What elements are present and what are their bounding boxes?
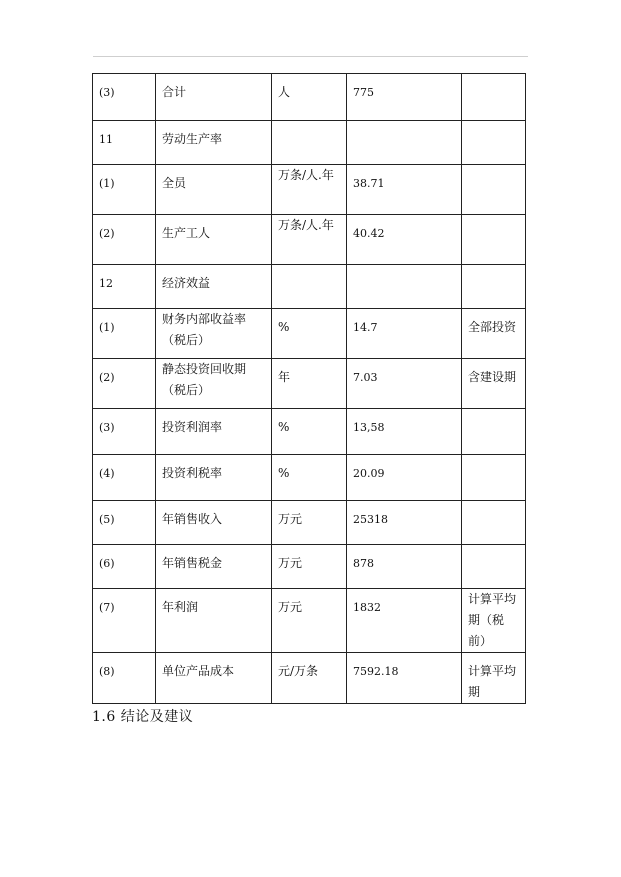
row-number: (7)	[93, 589, 156, 653]
row-number: (5)	[93, 501, 156, 545]
value-cell: 7.03	[347, 359, 462, 409]
item-name: 全员	[156, 165, 272, 215]
table-row	[93, 653, 526, 704]
unit-cell: 元/万条	[272, 653, 347, 704]
unit-cell: 万条/人.年	[272, 215, 347, 265]
table-row	[93, 501, 526, 545]
table-row	[93, 74, 526, 121]
value-cell: 14.7	[347, 309, 462, 359]
value-cell: 40.42	[347, 215, 462, 265]
item-name: 静态投资回收期（税后）	[156, 359, 272, 409]
unit-cell: %	[272, 455, 347, 501]
table-row	[93, 409, 526, 455]
row-number: (4)	[93, 455, 156, 501]
value-cell: 13,58	[347, 409, 462, 455]
item-name: 年销售税金	[156, 545, 272, 589]
row-number: (3)	[93, 74, 156, 121]
row-number: 12	[93, 265, 156, 309]
note-cell: 计算平均期（税前）	[462, 589, 526, 653]
note-cell: 全部投资	[462, 309, 526, 359]
unit-cell	[272, 121, 347, 165]
unit-cell	[272, 265, 347, 309]
note-cell	[462, 545, 526, 589]
value-cell: 1832	[347, 589, 462, 653]
item-name: 经济效益	[156, 265, 272, 309]
item-name: 年利润	[156, 589, 272, 653]
row-number: (2)	[93, 215, 156, 265]
value-cell: 775	[347, 74, 462, 121]
table-row	[93, 265, 526, 309]
row-number: (2)	[93, 359, 156, 409]
value-cell: 25318	[347, 501, 462, 545]
item-name: 劳动生产率	[156, 121, 272, 165]
note-cell	[462, 265, 526, 309]
value-cell: 38.71	[347, 165, 462, 215]
table-row	[93, 121, 526, 165]
indicator-table	[92, 73, 526, 704]
unit-cell: 万元	[272, 501, 347, 545]
value-cell: 878	[347, 545, 462, 589]
table-row	[93, 165, 526, 215]
unit-cell: %	[272, 309, 347, 359]
note-cell: 计算平均期	[462, 653, 526, 704]
table-row	[93, 359, 526, 409]
unit-cell: 年	[272, 359, 347, 409]
item-name: 投资利税率	[156, 455, 272, 501]
value-cell	[347, 265, 462, 309]
table-row	[93, 589, 526, 653]
table-row	[93, 545, 526, 589]
note-cell	[462, 74, 526, 121]
row-number: 11	[93, 121, 156, 165]
row-number: (6)	[93, 545, 156, 589]
unit-cell: %	[272, 409, 347, 455]
table-row	[93, 455, 526, 501]
unit-cell: 人	[272, 74, 347, 121]
note-cell	[462, 501, 526, 545]
table-row	[93, 309, 526, 359]
section-heading: 1.6 结论及建议	[92, 709, 194, 725]
note-cell	[462, 215, 526, 265]
item-name: 合计	[156, 74, 272, 121]
value-cell	[347, 121, 462, 165]
value-cell: 7592.18	[347, 653, 462, 704]
note-cell	[462, 455, 526, 501]
row-number: (8)	[93, 653, 156, 704]
row-number: (3)	[93, 409, 156, 455]
note-cell: 含建设期	[462, 359, 526, 409]
row-number: (1)	[93, 165, 156, 215]
note-cell	[462, 409, 526, 455]
unit-cell: 万元	[272, 545, 347, 589]
value-cell: 20.09	[347, 455, 462, 501]
row-number: (1)	[93, 309, 156, 359]
item-name: 单位产品成本	[156, 653, 272, 704]
item-name: 年销售收入	[156, 501, 272, 545]
table-row	[93, 215, 526, 265]
item-name: 财务内部收益率（税后）	[156, 309, 272, 359]
note-cell	[462, 165, 526, 215]
page-header-rule	[93, 56, 528, 57]
item-name: 投资利润率	[156, 409, 272, 455]
unit-cell: 万条/人.年	[272, 165, 347, 215]
note-cell	[462, 121, 526, 165]
item-name: 生产工人	[156, 215, 272, 265]
unit-cell: 万元	[272, 589, 347, 653]
